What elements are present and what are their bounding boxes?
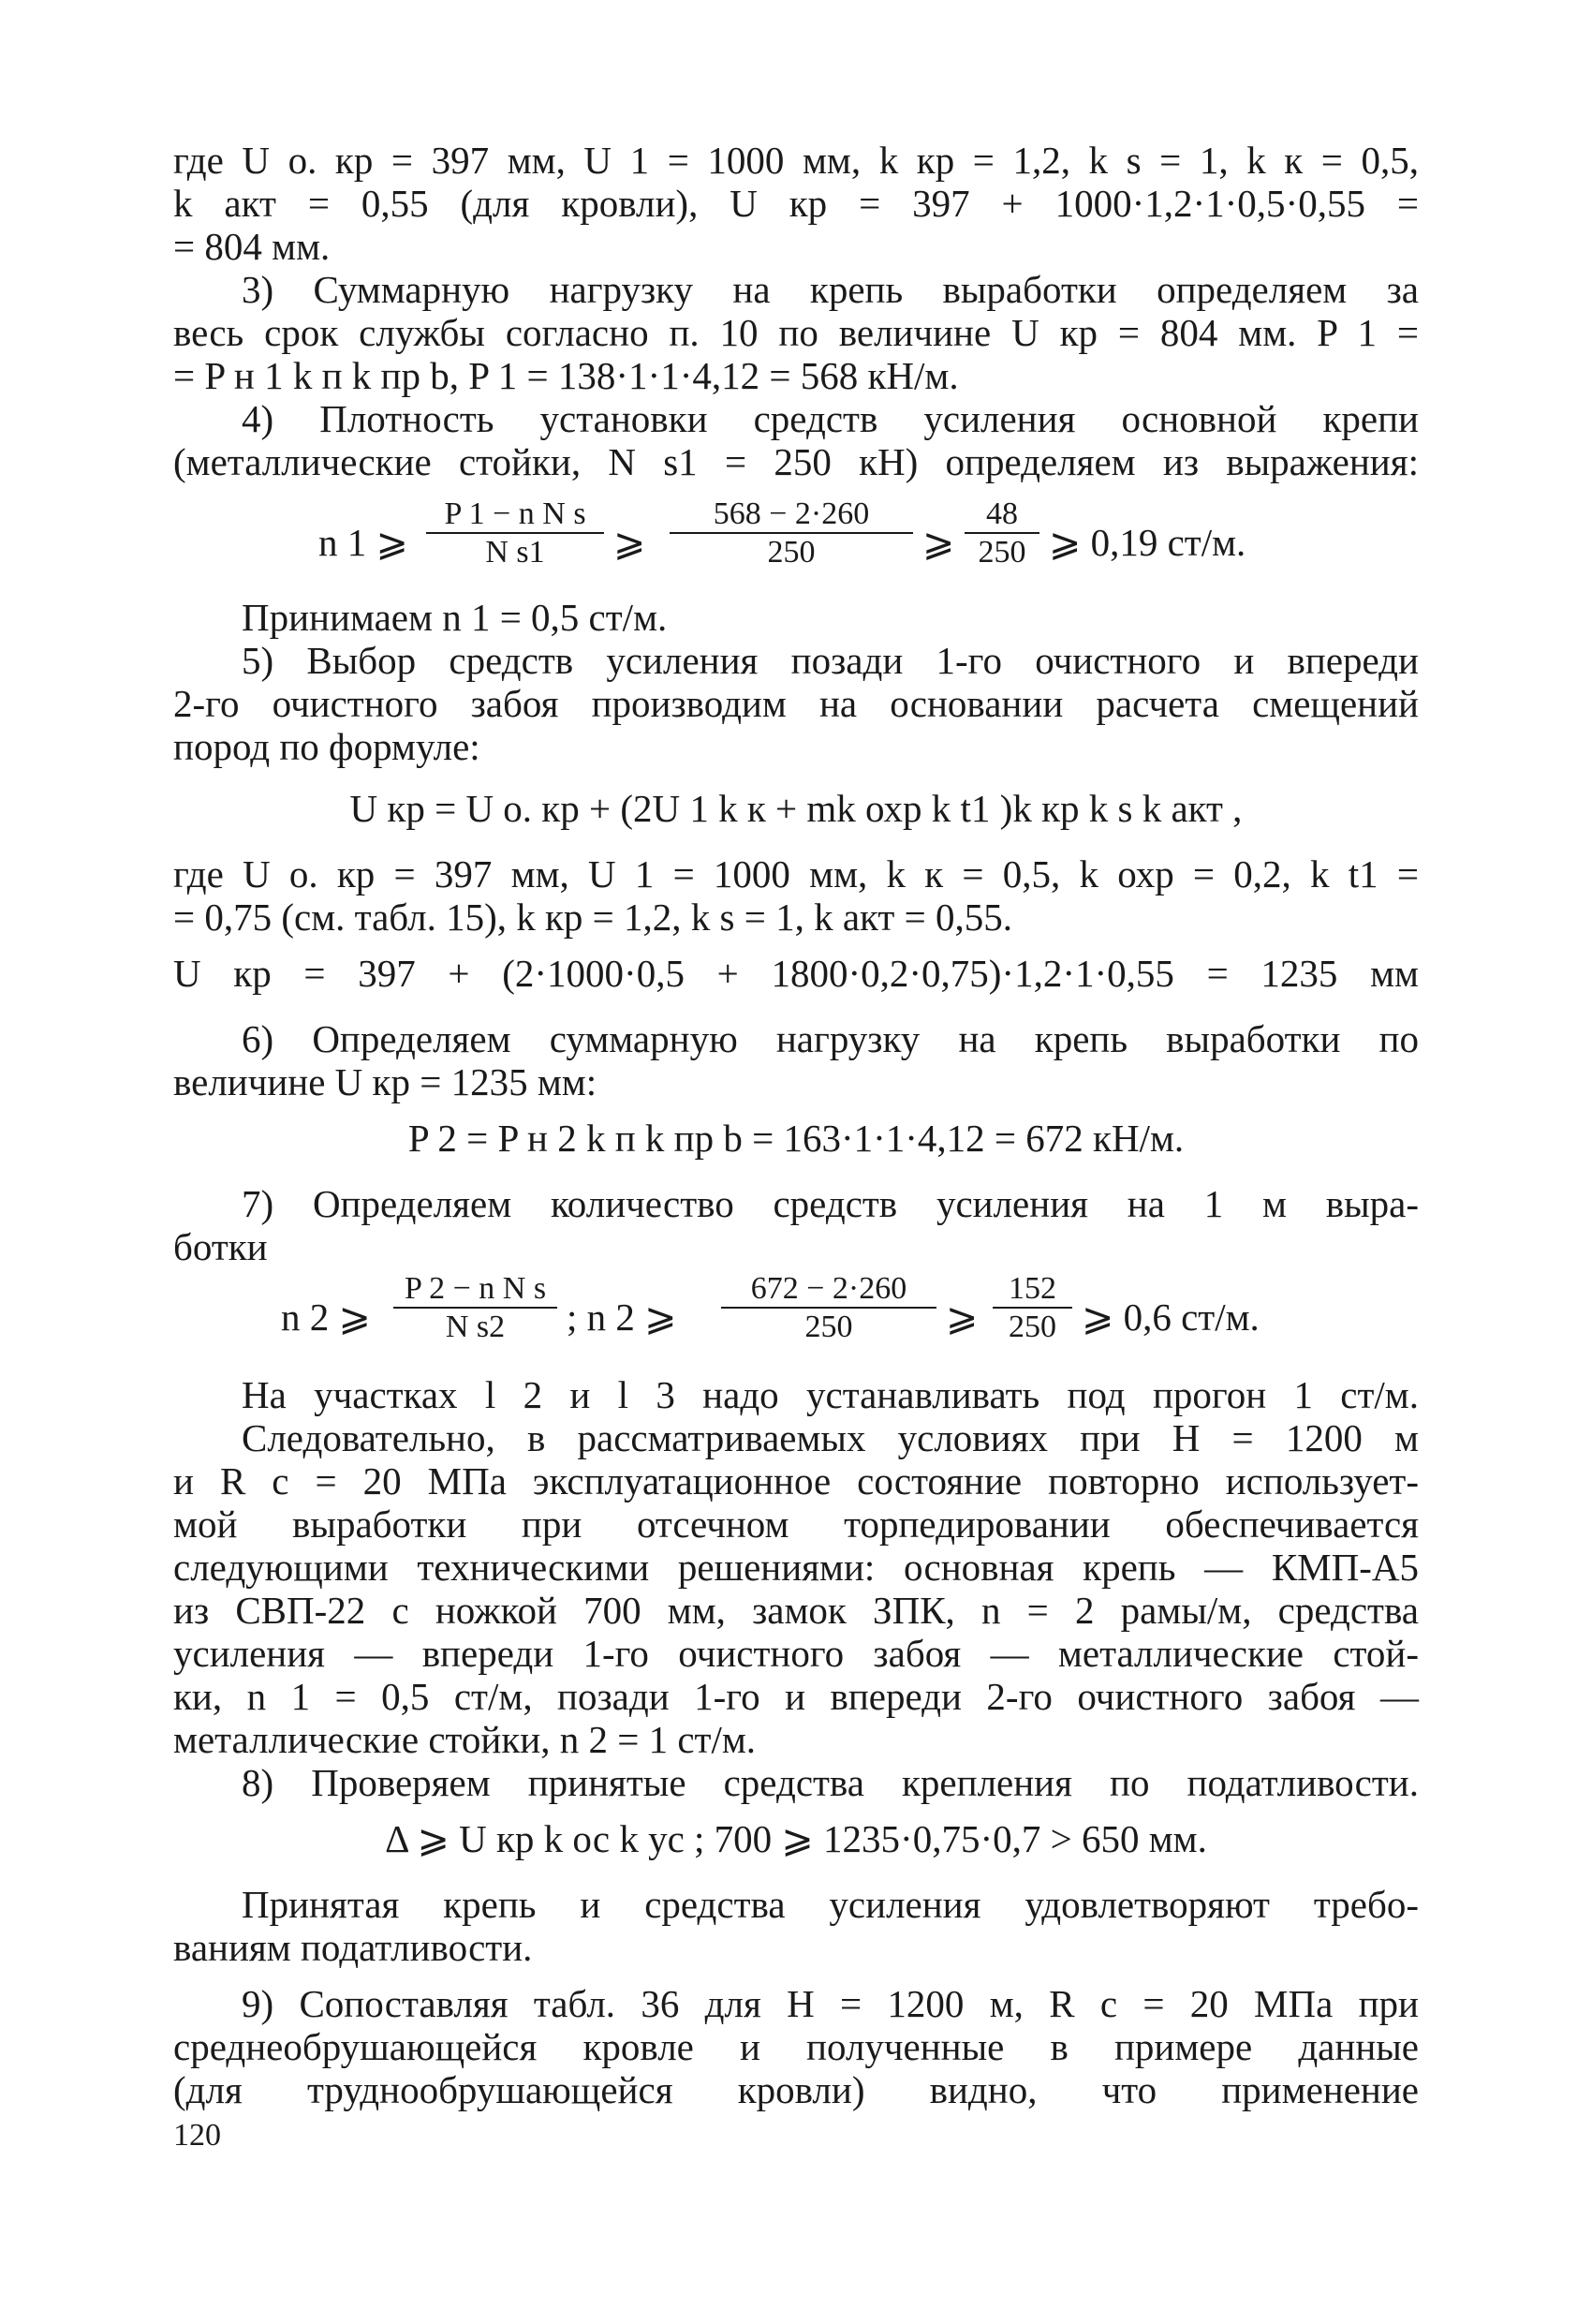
eq1-rhs: ⩾ 0,19 ст/м.: [1049, 521, 1246, 564]
paragraph-9-line: среднеобрушающейся кровле и полученные в примере данные: [173, 2025, 1419, 2068]
eq5-f3-num: 152: [993, 1271, 1072, 1309]
eq1-f1-num: P 1 − n N s: [426, 496, 604, 534]
conclusion-line: усиления — впереди 1-го очистного забоя — металлические стой-: [173, 1632, 1419, 1675]
text-line: На участках l 2 и l 3 надо устанавливать под прогон 1 ст/м.: [242, 1373, 1419, 1416]
paragraph-5-line: 5) Выбор средств усиления позади 1-го очистного и впереди: [242, 639, 1419, 682]
text-line: k акт = 0,55 (для кровли), U кр = 397 + 1000·1,2·1·0,5·0,55 =: [173, 182, 1419, 225]
paragraph-3-line: 3) Суммарную нагрузку на крепь выработки определяем за: [242, 268, 1419, 311]
eq5-fraction-3: [993, 1271, 1072, 1346]
eq5-f3-den: 250: [1009, 1310, 1056, 1344]
paragraph-6-line: величине U кр = 1235 мм:: [173, 1060, 597, 1103]
paragraph-7-line: ботки: [173, 1225, 268, 1268]
paragraph-6-line: 6) Определяем суммарную нагрузку на крепь выработки по: [242, 1017, 1419, 1060]
paragraph-3-line: весь срок службы согласно п. 10 по величине U кр = 804 мм. P 1 =: [173, 311, 1419, 354]
eq1-f2-num: 568 − 2·260: [670, 496, 913, 534]
eq5-ge: ⩾: [946, 1295, 979, 1339]
paragraph-8-after-line: ваниям податливости.: [173, 1926, 533, 1969]
paragraph-8-line: 8) Проверяем принятые средства крепления по податливости.: [242, 1761, 1419, 1804]
text-line: где U о. кр = 397 мм, U 1 = 1000 мм, k кр = 1,2, k s = 1, k к = 0,5,: [173, 139, 1419, 182]
conclusion-line: ки, n 1 = 0,5 ст/м, позади 1-го и впереди 2-го очистного забоя —: [173, 1675, 1419, 1718]
paragraph-9-line: (для труднообрушающейся кровли) видно, что применение: [173, 2068, 1419, 2111]
paragraph-9-line: 9) Сопоставляя табл. 36 для H = 1200 м, R c = 20 МПа при: [242, 1982, 1419, 2025]
eq5-f1-den: N s2: [445, 1310, 506, 1344]
eq1-fraction-3: [965, 496, 1039, 571]
conclusion-line: из СВП-22 с ножкой 700 мм, замок ЗПК, n = 2 рамы/м, средства: [173, 1589, 1419, 1632]
eq5-f1-num: P 2 − n N s: [393, 1271, 557, 1309]
eq5-fraction-2: [721, 1271, 936, 1346]
text-line: Принимаем n 1 = 0,5 ст/м.: [242, 596, 668, 639]
page-number: 120: [173, 2118, 221, 2153]
eq1-f3-den: 250: [978, 535, 1026, 570]
paragraph-3-line: = P н 1 k п k пр b, P 1 = 138·1·1·4,12 = 568 кН/м.: [173, 354, 959, 397]
paragraph-5-line: 2-го очистного забоя производим на основании расчета смещений: [173, 682, 1419, 725]
equation-p2: P 2 = P н 2 k п k пр b = 163·1·1·4,12 = 672 кН/м.: [407, 1117, 1185, 1160]
conclusion-line: мой выработки при отсечном торпедировании обеспечивается: [173, 1502, 1419, 1546]
equation-ukr-value: U кр = 397 + (2·1000·0,5 + 1800·0,2·0,75)·1,2·1·0,55 = 1235 мм: [173, 952, 1419, 995]
eq1-f3-num: 48: [965, 496, 1039, 534]
conclusion-line: Следовательно, в рассматриваемых условиях при H = 1200 м: [242, 1416, 1419, 1459]
equation-delta: Δ ⩾ U кр k ос k ус ; 700 ⩾ 1235·0,75·0,7 > 650 мм.: [385, 1817, 1207, 1860]
text-line: = 804 мм.: [173, 225, 331, 268]
paragraph-8-after-line: Принятая крепь и средства усиления удовлетворяют требо-: [242, 1883, 1419, 1926]
conclusion-line: следующими техническими решениями: основная крепь — КМП-А5: [173, 1546, 1419, 1589]
eq1-lhs: n 1 ⩾: [318, 521, 408, 564]
paragraph-4-line: 4) Плотность установки средств усиления основной крепи: [242, 397, 1419, 440]
eq5-mid: ; n 2 ⩾: [567, 1295, 677, 1339]
paragraph-7-line: 7) Определяем количество средств усиления на 1 м выра-: [242, 1182, 1419, 1225]
eq1-fraction-1: [426, 496, 604, 571]
eq5-lhs: n 2 ⩾: [281, 1295, 371, 1339]
paragraph-5-line: пород по формуле:: [173, 725, 480, 768]
text-line: = 0,75 (см. табл. 15), k кр = 1,2, k s = 1, k акт = 0,55.: [173, 896, 1012, 939]
conclusion-line: металлические стойки, n 2 = 1 ст/м.: [173, 1718, 757, 1761]
equation-ukr-formula: U кр = U о. кр + (2U 1 k к + mk охр k t1 )k кр k s k акт ,: [349, 787, 1243, 830]
eq1-f2-den: 250: [767, 535, 816, 570]
eq1-ge-1: ⩾: [613, 521, 646, 564]
eq5-f2-den: 250: [804, 1310, 853, 1344]
eq5-rhs: ⩾ 0,6 ст/м.: [1082, 1295, 1260, 1339]
text-line: где U о. кр = 397 мм, U 1 = 1000 мм, k к = 0,5, k охр = 0,2, k t1 =: [173, 852, 1419, 896]
eq1-f1-den: N s1: [485, 535, 545, 570]
paragraph-4-line: (металлические стойки, N s1 = 250 кН) определяем из выражения:: [173, 440, 1419, 483]
eq5-fraction-1: [393, 1271, 557, 1346]
conclusion-line: и R c = 20 МПа эксплуатационное состояние повторно использует-: [173, 1459, 1419, 1502]
eq5-f2-num: 672 − 2·260: [721, 1271, 936, 1309]
eq1-ge-2: ⩾: [922, 521, 955, 564]
eq1-fraction-2: [670, 496, 913, 571]
